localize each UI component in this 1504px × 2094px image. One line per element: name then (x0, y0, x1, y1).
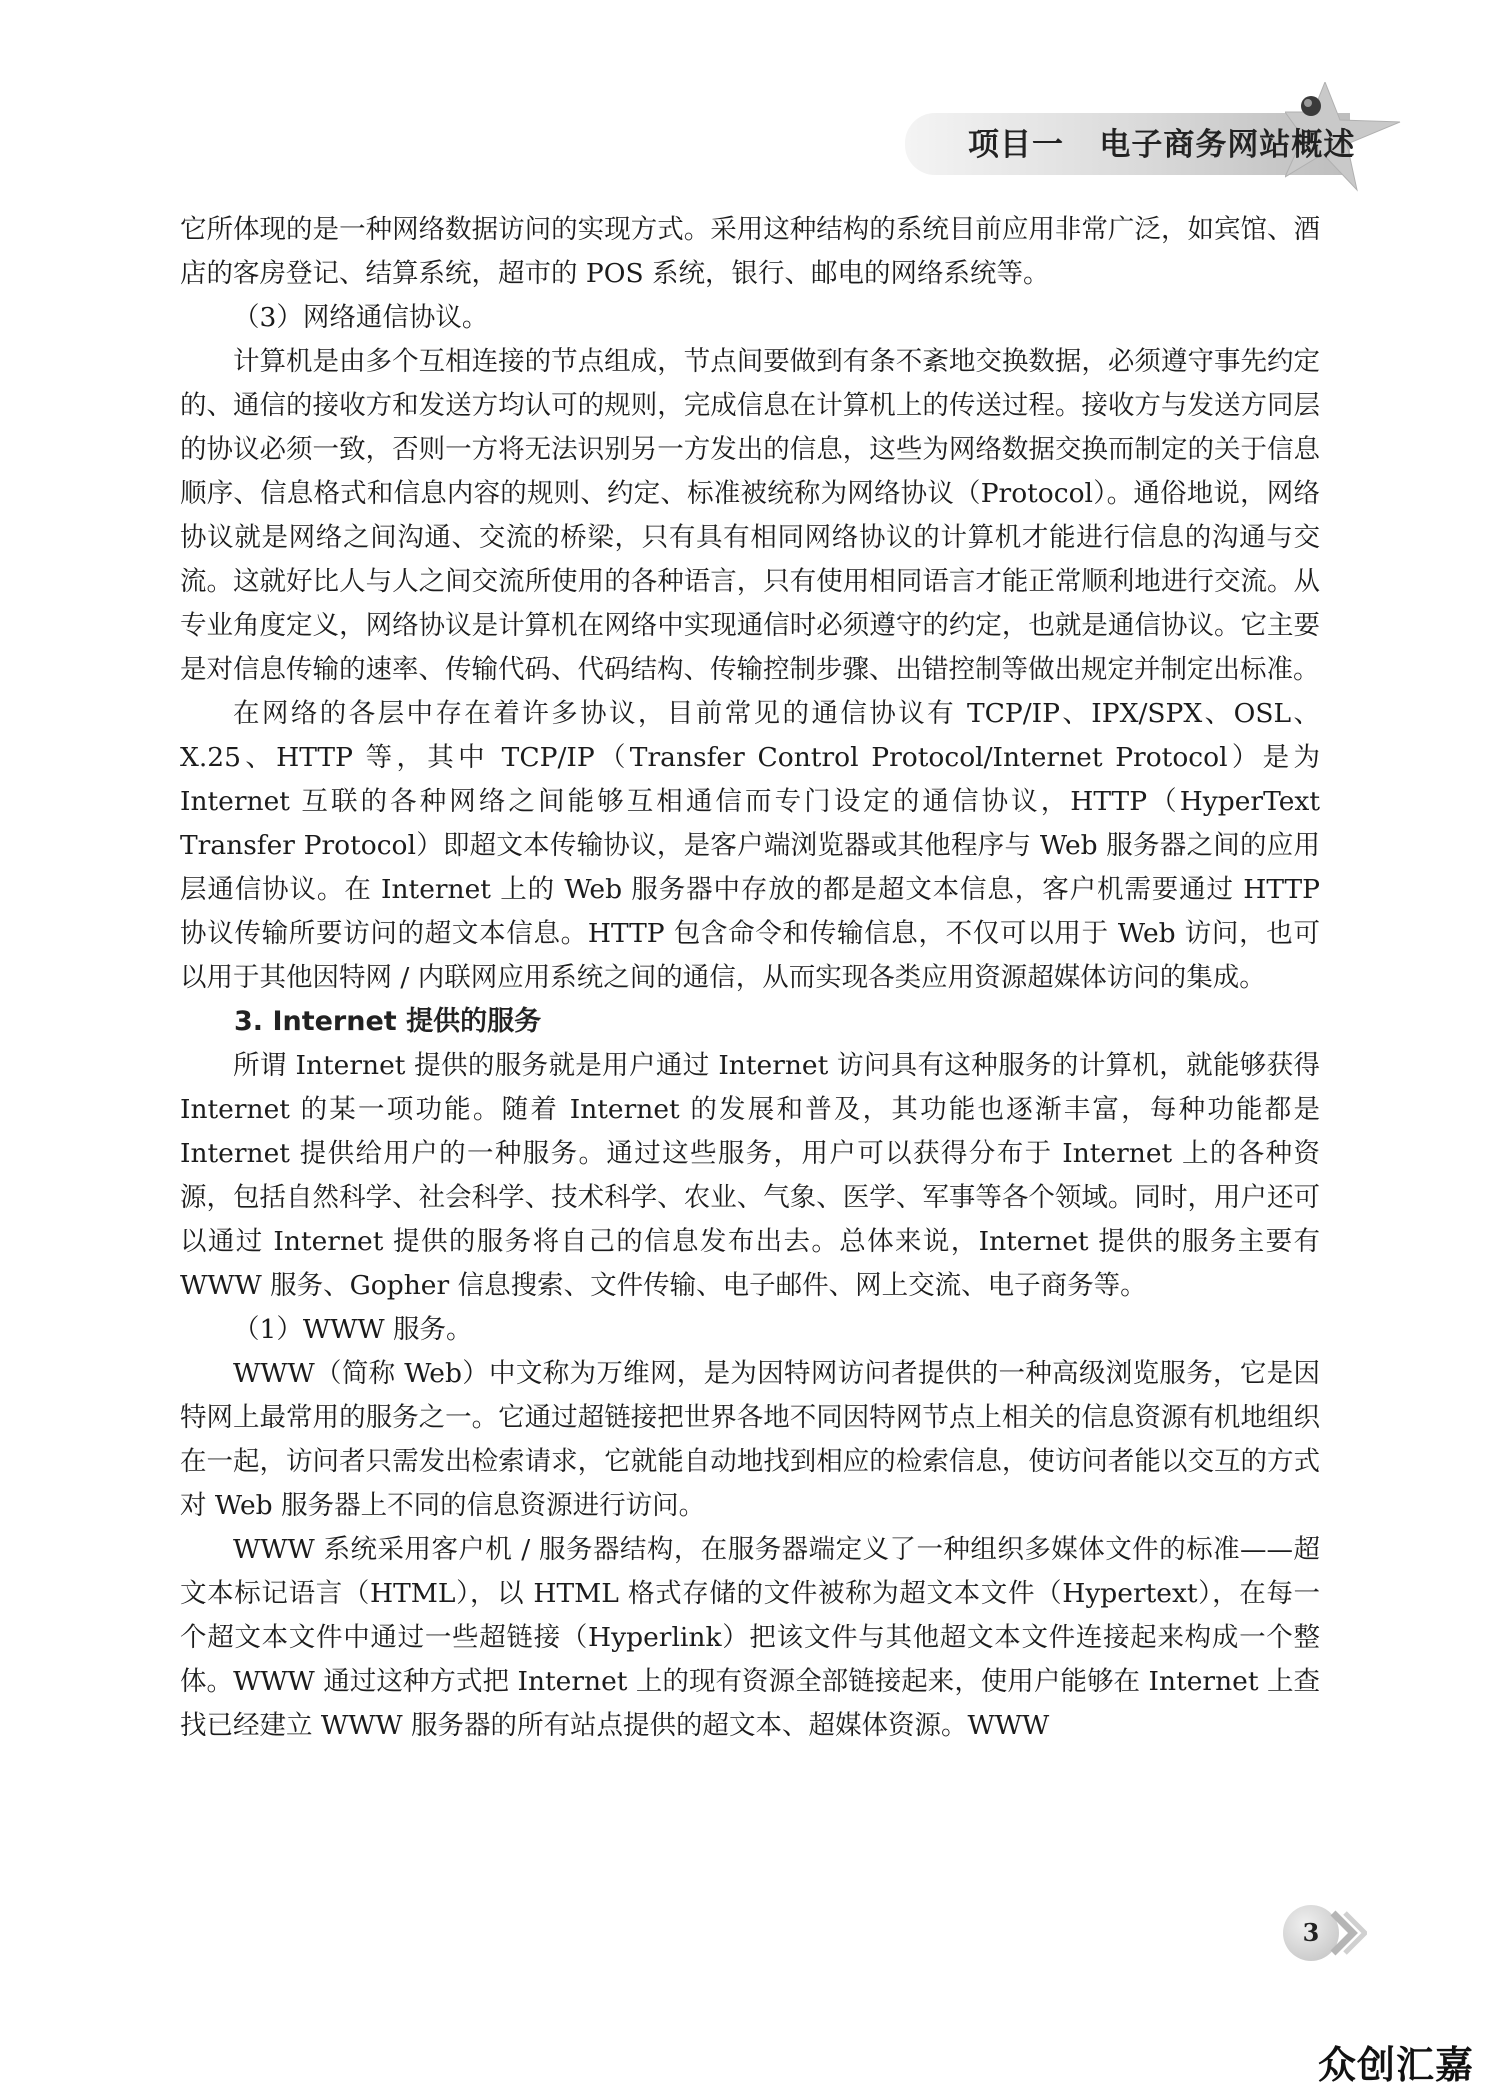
page-number: 3 (1302, 1918, 1320, 1947)
paragraph: 在网络的各层中存在着许多协议，目前常见的通信协议有 TCP/IP、IPX/SPX、OSL、X.25、HTTP 等，其中 TCP/IP（Transfer Control Protocol/Internet Protocol）是为 Internet 互联的各种网络之间能够互相通信而专门设定的通信协议，HTTP（HyperText Transfer Protocol）即超文本传输协议，是客户端浏览器或其他程序与 Web 服务器之间的应用层通信协议。在 Internet 上的 Web 服务器中存放的都是超文本信息，客户机需要通过 HTTP 协议传输所要访问的超文本信息。HTTP 包含命令和传输信息，不仅可以用于 Web 访问，也可以用于其他因特网 / 内联网应用系统之间的通信，从而实现各类应用资源超媒体访问的集成。 (180, 698, 1320, 993)
paragraph: WWW（简称 Web）中文称为万维网，是为因特网访问者提供的一种高级浏览服务，它是因特网上最常用的服务之一。它通过超链接把世界各地不同因特网节点上相关的信息资源有机地组织在一起，访问者只需发出检索请求，它就能自动地找到相应的检索信息，使访问者能以交互的方式对 Web 服务器上不同的信息资源进行访问。 (180, 1358, 1320, 1521)
watermark: 众创汇嘉 (1318, 2043, 1475, 2087)
paragraph: 所谓 Internet 提供的服务就是用户通过 Internet 访问具有这种服务的计算机，就能够获得 Internet 的某一项功能。随着 Internet 的发展和普及，其功能也逐渐丰富，每种功能都是 Internet 提供给用户的一种服务。通过这些服务，用户可以获得分布于 Internet 上的各种资源，包括自然科学、社会科学、技术科学、农业、气象、医学、军事等各个领域。同时，用户还可以通过 Internet 提供的服务将自己的信息发布出去。总体来说，Internet 提供的服务主要有 WWW 服务、Gopher 信息搜索、文件传输、电子邮件、网上交流、电子商务等。 (180, 1050, 1320, 1301)
subheading: （1）WWW 服务。 (233, 1314, 473, 1345)
section-heading: 3. Internet 提供的服务 (234, 1006, 542, 1037)
paragraph: 计算机是由多个互相连接的节点组成，节点间要做到有条不紊地交换数据，必须遵守事先约定的、通信的接收方和发送方均认可的规则，完成信息在计算机上的传送过程。接收方与发送方同层的协议必须一致，否则一方将无法识别另一方发出的信息，这些为网络数据交换而制定的关于信息顺序、信息格式和信息内容的规则、约定、标准被统称为网络协议（Protocol）。通俗地说，网络协议就是网络之间沟通、交流的桥梁，只有具有相同网络协议的计算机才能进行信息的沟通与交流。这就好比人与人之间交流所使用的各种语言，只有使用相同语言才能正常顺利地进行交流。从专业角度定义，网络协议是计算机在网络中实现通信时必须遵守的约定，也就是通信协议。它主要是对信息传输的速率、传输代码、代码结构、传输控制步骤、出错控制等做出规定并制定出标准。 (180, 346, 1320, 685)
page-number-badge (1283, 1905, 1363, 1961)
paragraph: 它所体现的是一种网络数据访问的实现方式。采用这种结构的系统目前应用非常广泛，如宾馆、酒店的客房登记、结算系统，超市的 POS 系统，银行、邮电的网络系统等。 (180, 214, 1320, 289)
chapter-title: 项目一 电子商务网站概述 (968, 127, 1356, 163)
paragraph: WWW 系统采用客户机 / 服务器结构，在服务器端定义了一种组织多媒体文件的标准——超文本标记语言（HTML），以 HTML 格式存储的文件被称为超文本文件（Hypertext），在每一个超文本文件中通过一些超链接（Hyperlink）把该文件与其他超文本文件连接起来构成一个整体。WWW 通过这种方式把 Internet 上的现有资源全部链接起来，使用户能够在 Internet 上查找已经建立 WWW 服务器的所有站点提供的超文本、超媒体资源。WWW (180, 1534, 1320, 1741)
subheading: （3）网络通信协议。 (233, 302, 489, 333)
page-body (180, 208, 1320, 1748)
